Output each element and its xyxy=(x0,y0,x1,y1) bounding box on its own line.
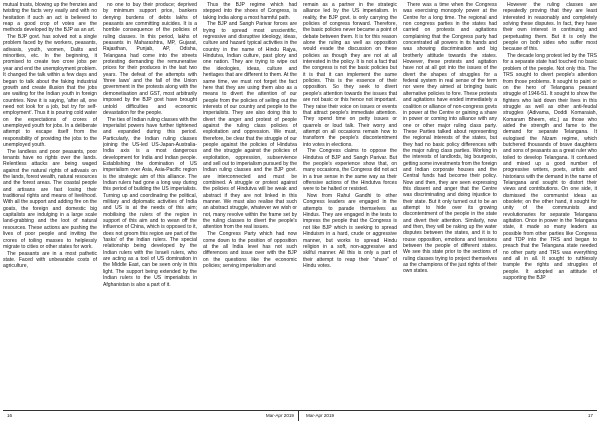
paragraph: remain as a partner in the strategic alliance led by the US imperialism. In reality, the BJP govt. is only carrying the policies of congress forward. Therefore, the basic policies never became a point of debate between them. It is for this reason alone the ruling as well as opposition would evade the discussion on these policies as though they are not at all interested in the policy. It is not a fact that the congress is not the basic policies but it is that it can implement the same policies. This is the essence of their opposition. So they seek to divert people's attention towards the issues that are not basic or this hence not important. They raise their voice on issues or events that attract people's immediate attention. They spend time on petty issues or quarrels or loud talk. Their worry and attempt on all occasions remain how to transform the people's discontentment into votes in elections. xyxy=(303,2,397,148)
paragraph: However the ruling classes are repeatedly proving that they are least interested in reasonably and completely solving these disputes. In fact, they have their own interest in continuing and perpetuating them. But it is only the people on both sides who suffer most because of this. xyxy=(503,2,597,53)
column-1 xyxy=(3,2,97,410)
paragraph: The landless and poor peasants, poor tenants have no rights over the lands. Relentless attacks are being waged against the natural rights of adivasis on the lands, forest wealth, natural resources and the forest areas. The coastal people and artisans are fast losing their traditional rights and means of livelihood. With all the support and adding fire on the goats, the foreign and domestic big capitalists are indulging in a large scale land-grabbing and the loot of natural resources. These actions are pushing the lives of poor people and inviting the crores of toiling masses to helplessly migrate to cities or other states for work. xyxy=(3,148,97,250)
paragraph: The ties of Indian ruling classes with the imperialist powers have further tightened and expanded during this period. Particularly, the Indian ruling classes joining the US-led US-Japan-Australia-India axis is a most dangerous development for India and Indian people. Establishing the domination of US imperialism over Asia, Asia-Pacific region is the strategic aim of this alliance. The Indian rulers had gone a long way during this period of building the US imperialists. Turning up and coordinating the political, military and diplomatic activities of India and US is at the needs of this aim; mobilising the rulers of the region in support of this aim and to wean off the influence of China, which is opposed to it, does not groom this region are part of the 'tasks' of the Indian rulers. The special relationship being developed by the Indian rulers with the Israeli rulers, who are acting as a tool of US domination in the Middle East, can be seen only in this light. The support being extended by the Indian rulers to the US imperialists in Afghanistan is also a part of it. xyxy=(103,116,197,288)
paragraph: The Congress claims to oppose the Hindutva of BJP and Sangh Parivar. But the people's experience show that, on many occasions, the Congress did not act in a true sense in the same way as their offensive actions of the Hindutva forces were to be halted or resisted. xyxy=(303,148,397,193)
paragraph: mutual trusts, blowing up the frenzies and twisting the facts very easily and with no hesitation if such an act is believed to reap a good crop of votes are the methods developed by the BJP as an art. xyxy=(3,2,97,34)
paragraph: Now from Rahul Gandhi to other Congress leaders are engaged in the attempts to parade themselves as Hindus. They are engaged in the tests to impress the people that the Congress is not like BJP which is seeking to spread Hinduism in a hard, crude or aggressive manner, but works to spread Hindu religion in a soft, non-aggressive and skilful manner. All this is only a part of their attempt to reap their "share" of Hindu votes. xyxy=(303,193,397,269)
right-page-footer xyxy=(302,411,597,421)
left-issue-date: Mar-Apr 2019 xyxy=(265,413,294,418)
column-5 xyxy=(403,2,497,410)
paragraph: The Congress Party which had now come down to the position of opposition at the all India level has not such differences and issue over with the BJP on the questions like the economic policies; serving imperialism and xyxy=(203,231,297,269)
left-page-number: 16 xyxy=(7,413,13,418)
paragraph: no one to buy their produce; deprived by minimum support price, bankers denying burdens of debts lakhs of peasants are committing suicides. It is a horrible consequence of the policies of ruling classes. In this period, lakhs of peasants in Maharashtra, MP, Gujarat, Rajasthan, Punjab, AP, Odisha, Telangana had come into the streets protesting demanding the remunerative prices for their produces in the last two years. The defeat of the attempts with 'three laws' and the fall of the Union government in the protests along with the demonetisation and GST, most arbitrarily imposed by the BJP govt have brought untold difficulties and economic devastation for the people. xyxy=(103,2,197,116)
paragraph: The decade long protest led by the TRS for a separate state had touched no basic problem of the people. Not only this. The TRS sought to divert people's attention from those problems. It sought to paint or on the hero of Telangana peasant struggle of 1946-51. It sought to show the fighters who laid down their lives in this struggle as well as other anti-feudal struggles (Adivama, Doddi Komaraiah, Komaram Bheem, etc.) as those who aided the strength and fame to the demand for separate Telangana. It eulogised the Nizam regime, which butchered thousands of brave daughters and sons of peasants as a great ruler who toiled to develop Telangana. It confused and mixed up a good number of progressive writers, poets, artists and historians with the demand in the name of Telangana and sought to distort their views and contributions. On one side, it dismissed the communist ideas as obsolete; on the other hand, it sought for unity of the communists and revolutionaries for separate Telangana agitation. Once in power in the Telangana state, it made so many leaders as possible from other parties like Congress and TDP into the TRS and began to preach that the Telangana state needed no other party and TRS was everything and all in all. It sought to ruthlessly trample the rights and struggles of people. It adopted an attitude of supporting the BJP xyxy=(503,53,597,282)
column-6 xyxy=(503,2,597,410)
paragraph: The BJP and Sangh Parivar forces are trying to spread most unscientific, regressive and disruptive ideology, ideas, culture and hazard typical activities in the country in the name of Hindu Rajya, Hindutva, Indian culture, past glory and one nation. They are trying to wipe out the ideologies, ideas, culture and heritages that are different to them. At the same time, we must not forget the fact here that they are using them also as a means to divert the attention of our people from the policies of selling out the interests of our country and people to the imperialists. They are also doing this to divert the anger and protest of people against the ruling class policies of exploitation and oppression. We must, therefore, be clear that the struggle of our people against the policies of Hindutva and the struggle against the policies of exploitation, oppression, subservience and sell out to imperialism pursued by the Indian ruling classes and the BJP govt. are interconnected and must be combined. A struggle or protest against the policies of Hindutva will be weak and abstract if they are not linked in this manner. We must also realise that such an abstract struggle, whatever we wish or not, many revolve within the frame set by the ruling classes to divert the people's attention from the real issues. xyxy=(203,21,297,231)
page-footer xyxy=(3,410,597,421)
right-page-number: 17 xyxy=(587,413,593,418)
column-2 xyxy=(103,2,197,410)
paragraph: The peasants are in a most pathetic state. Faced with unbearable costs of agriculture, xyxy=(3,250,97,270)
column-3 xyxy=(203,2,297,410)
right-issue-date: Mar-Apr 2019 xyxy=(306,413,335,418)
paragraph: The BJP govt. has solved not a single problem faced by the workers, peasants, adivasis, youth, women, Dalits and minorities, etc. In the beginning, it promised to create two crore jobs per year and end the unemployment problem. It changed the talk within a few days and began to talk about the faking industrial growth and create illusion that the jobs are waiting for the Indian youth in foreign countries. Now it is saying, 'after all, one need not look for a job, but try for self-employment'. Thus it is pouring cold water on the expectations of crores of unemployed youth for jobs. In a deliberate attempt to escape itself from the responsibility of providing the jobs to the unemployed youth. xyxy=(3,34,97,148)
left-page-footer xyxy=(3,411,299,421)
column-4 xyxy=(303,2,397,410)
paragraph: There was a time when the Congress was exercising monopoly power at the Centre for a long time. The regional and non congress parties in the states had carried on protests and agitations complaining that the Congress party had concentrated all powers in its hands and was showing discrimination and big brotherly attitude towards the states. However, these protests and agitation have not at all got into the issues of the divert the shapes of struggles for a federal system in real sense of the term nor were they aimed at bringing basic alternative policies to fore. These protests and agitations have ended immediately a coalition or alliance of non-congress govts in power at the Centre or gaining a share in power or coming into alliance with any one or other major ruling class party. These Parties talked about representing the regional interests of the states, but they had no basic policy differences with the major ruling class parties. Working in the interests of landlords, big bourgeois, getting some investments from the foreign and Indian corporate houses and the Central funds had become their policy. Now and then, they are seen expressing this dissent and anger that the Centre was discriminating and doing injustice to their state. But it only turned out to be an attempt to hide over its growing discontentment of the people in the state and divert their attention. Similarly, now and then, they will be raking up the water disputes between the states, and it is to rouse opposition, emotions and tensions between the people of different states. We see this state prior to the sections of ruling classes trying to project themselves as the champions of the just rights of their own states. xyxy=(403,2,497,275)
paragraph: Thus the BJP regime which had stepped into the shoes of Congress, is taking India along a most harmful path. xyxy=(203,2,297,21)
